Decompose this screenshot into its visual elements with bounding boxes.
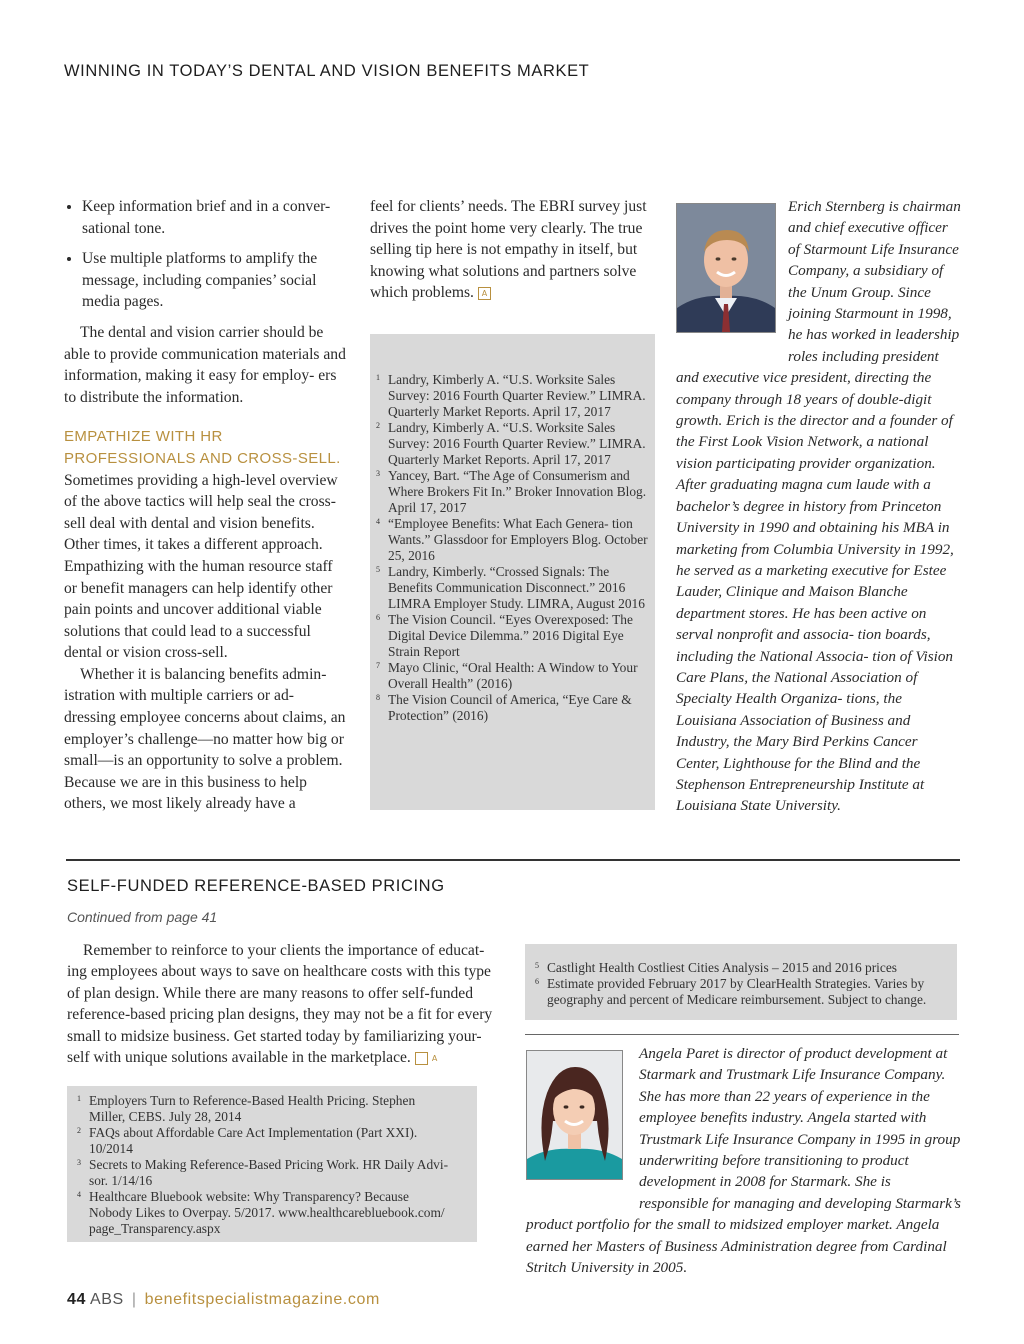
reference-item [370,612,648,660]
article-column-1 [64,196,348,815]
bullet-item: • Keep information brief and in a conver- sational tone. [82,196,348,239]
photo-spacer [526,1043,639,1193]
end-of-article-icon: A [478,287,491,300]
reference-text: Castlight Health Costliest Cities Analysis – 2015 and 2016 prices [547,960,897,975]
reference-item [71,1189,451,1237]
end-of-article-icon: A [415,1052,428,1065]
body-paragraph: Sometimes providing a high-level overview of the above tactics will help seal the cross- sell deal with dental and vision benefits. Other times, it takes a different approach. Empathizing with the human resource staff or benefit managers can help identify other pain points and uncover additional viable solutions that could lead to a successful dental or vision cross-sell. [64,471,338,662]
page-header-title: WINNING IN TODAY’S DENTAL AND VISION BENEFITS MARKET [64,62,590,80]
reference-item [370,372,648,420]
photo-spacer [676,196,788,350]
reference-number: 1 [376,373,380,382]
reference-text: Healthcare Bluebook website: Why Transparency? Because Nobody Likes to Overpay. 5/2017. www.healthcarebluebook.com/ page_Transparency.aspx [89,1189,445,1236]
section-title: SELF-FUNDED REFERENCE-BASED PRICING [67,877,445,895]
author-bio-text: Erich Sternberg is chairman and chief executive officer of Starmount Life Insurance Company, a subsidiary of the Unum Group. Since joining Starmount in 1998, he has worked in leadership roles including president and executive vice president, directing the company through 18 years of double-digit growth. Erich is the director and a founder of the First Look Vision Network, a national vision participating provider organization. After graduating magna cum laude with a bachelor’s degree in history from Princeton University in 1990 and obtaining his MBA in marketing from Columbia University in 1992, he served as a marketing executive for Estee Lauder, Clinique and Maison Blanche department stores. He has been active on serval nonprofit and associa- tion boards, including the National Associa- tion of Vision Care Plans, the National Association of Specialty Health Organiza- tions, the Louisiana Association of Business and Industry, the Mary Bird Perkins Cancer Center, Lighthouse for the Blind and the Stephenson Entrepreneurship Institute at Louisiana State University. [676,198,961,815]
reference-item [370,516,648,564]
reference-text: Mayo Clinic, “Oral Health: A Window to Your Overall Health” (2016) [388,660,638,691]
reference-number: 3 [376,469,380,478]
reference-item [529,976,954,1008]
footer-separator: | [131,1291,137,1308]
section-divider [66,859,960,861]
body-paragraph [67,940,499,1068]
page-footer [67,1291,380,1309]
author-bio [526,1043,962,1278]
reference-text: Yancey, Bart. “The Age of Consumerism and Where Brokers Fit In.” Broker Innovation Blog. April 17, 2017 [388,468,647,515]
reference-number: 1 [77,1094,81,1103]
tips-bullet-list [64,196,348,313]
body-paragraph [370,196,658,304]
reference-item [370,660,648,692]
references-list [370,372,648,724]
body-paragraph-text: feel for clients’ needs. The EBRI survey just drives the point home very clearly. The true selling tip here is not empathy in itself, but knowing what solutions and partners solve which problems. [370,198,647,302]
reference-number: 4 [376,517,380,526]
reference-item [71,1125,451,1157]
references-box [525,944,957,1020]
magazine-name: ABS [90,1291,124,1308]
body-paragraph: Whether it is balancing benefits admin- istration with multiple carriers or ad- dressing employee concerns about claims, an employer’s challenge—no matter how big or small—is an opportunity to solve a problem. Because we are in this business to help others, we most likely already have a [64,665,346,813]
references-box [67,1086,477,1242]
reference-item [71,1157,451,1189]
reference-text: “Employee Benefits: What Each Genera- tion Wants.” Glassdoor for Employers Blog. October 25, 2016 [388,516,648,563]
reference-item [529,960,954,976]
reference-item [71,1093,451,1125]
author-bio [676,196,961,817]
references-box [370,334,655,810]
references-list [529,960,954,1008]
continued-note: Continued from page 41 [67,909,218,925]
reference-number: 6 [376,613,380,622]
reference-number: 5 [376,565,380,574]
reference-number: 2 [77,1126,81,1135]
reference-item [370,564,648,612]
reference-text: Landry, Kimberly. “Crossed Signals: The Benefits Communication Disconnect.” 2016 LIMRA Employer Study. LIMRA, August 2016 [388,564,645,611]
bullet-item: • Use multiple platforms to amplify the message, including companies’ social media pages. [82,248,348,313]
body-paragraph-text: Remember to reinforce to your clients the importance of educat- ing employees about ways to save on healthcare costs with this type of plan design. While there are many reasons to offer self-funded reference-based pricing plan designs, they may not be a fit for every small to midsize business. Get started today by familiarizing your- self with unique solutions available in the marketplace. [67,942,493,1067]
reference-text: Secrets to Making Reference-Based Pricing Work. HR Daily Advi- sor. 1/14/16 [89,1157,449,1188]
reference-text: The Vision Council. “Eyes Overexposed: The Digital Device Dilemma.” 2016 Digital Eye Strain Report [388,612,633,659]
references-list [71,1093,451,1237]
reference-number: 7 [376,661,380,670]
article-column-2 [370,196,658,304]
reference-text: FAQs about Affordable Care Act Implementation (Part XXI). 10/2014 [89,1125,418,1156]
magazine-url-link[interactable]: benefitspecialistmagazine.com [144,1291,380,1308]
section-subheading: EMPATHIZE WITH HR PROFESSIONALS AND CROSS-SELL. [64,428,341,467]
divider-line [525,1034,959,1035]
reference-text: Employers Turn to Reference-Based Health Pricing. Stephen Miller, CEBS. July 28, 2014 [89,1093,416,1124]
page-number: 44 [67,1291,86,1308]
reference-number: 2 [376,421,380,430]
reference-text: The Vision Council of America, “Eye Care & Protection” (2016) [388,692,632,723]
reference-number: 4 [77,1190,81,1199]
reference-number: 8 [376,693,380,702]
body-paragraph: The dental and vision carrier should be able to provide communication materials and information, making it easy for employ- ers to distribute the information. [64,323,346,406]
reference-number: 6 [535,977,539,986]
reference-item [370,420,648,468]
author-bio-text: Angela Paret is director of product development at Starmark and Trustmark Life Insurance Company. She has more than 22 years of experience in the employee benefits industry. Angela started with Trustmark Life Insurance Company in 1995 in group underwriting before transitioning to product development in 2008 for Starmark. She is responsible for managing and developing Starmark’s product portfolio for the small to midsized employer market. Angela earned her Masters of Business Administration degree from Cardinal Stritch University in 2005. [526,1045,961,1277]
reference-item [370,692,648,724]
reference-number: 5 [535,961,539,970]
reference-text: Landry, Kimberly A. “U.S. Worksite Sales Survey: 2016 Fourth Quarter Review.” LIMRA. Quarterly Market Reports. April 17, 2017 [388,372,646,419]
reference-number: 3 [77,1158,81,1167]
reference-text: Landry, Kimberly A. “U.S. Worksite Sales Survey: 2016 Fourth Quarter Review.” LIMRA. Quarterly Market Reports. April 17, 2017 [388,420,646,467]
reference-text: Estimate provided February 2017 by ClearHealth Strategies. Varies by geography and percent of Medicare reimbursement. Subject to change. [547,976,927,1007]
reference-item [370,468,648,516]
